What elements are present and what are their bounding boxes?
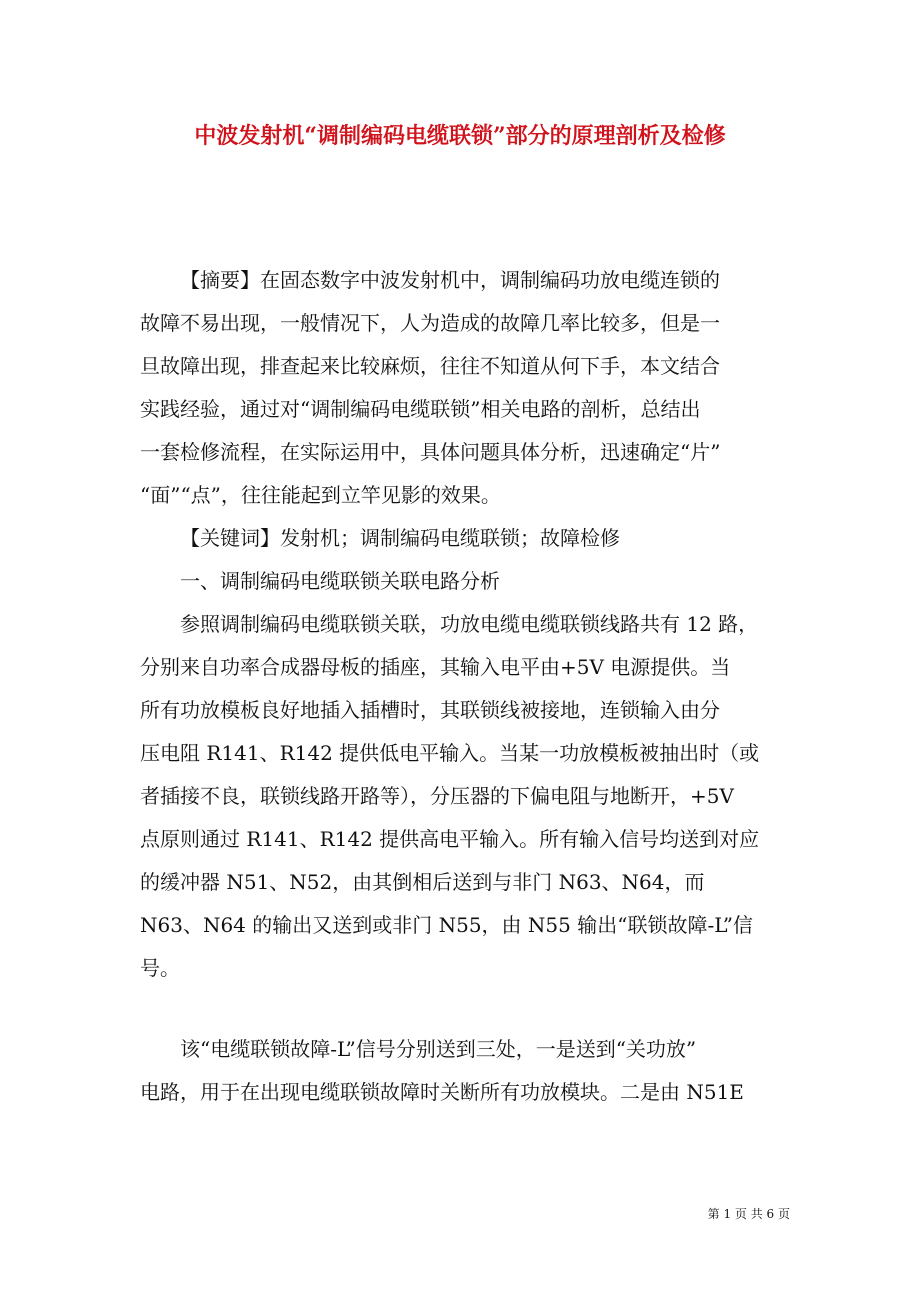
abstract-line-3: 旦故障出现，排查起来比较麻烦，往往不知道从何下手，本文结合 — [140, 354, 720, 378]
body-line-2: 分别来自功率合成器母板的插座，其输入电平由+5V 电源提供。当 — [140, 655, 731, 679]
abstract-line-4: 实践经验，通过对“调制编码电缆联锁”相关电路的剖析，总结出 — [140, 397, 701, 421]
abstract-line-5: 一套检修流程，在实际运用中，具体问题具体分析，迅速确定“片” — [140, 440, 721, 464]
body-line-3: 所有功放模板良好地插入插槽时，其联锁线被接地，连锁输入由分 — [140, 698, 720, 722]
body-line-11: 电路，用于在出现电缆联锁故障时关断所有功放模块。二是由 N51E — [140, 1080, 744, 1104]
body-line-4: 压电阻 R141、R142 提供低电平输入。当某一功放模板被抽出时（或 — [140, 741, 760, 765]
body-line-6: 点原则通过 R141、R142 提供高电平输入。所有输入信号均送到对应 — [140, 827, 760, 851]
body-line-9: 号。 — [140, 956, 180, 980]
section-heading: 一、调制编码电缆联锁关联电路分析 — [180, 569, 500, 593]
document-title: 中波发射机“调制编码电缆联锁”部分的原理剖析及检修 — [194, 123, 726, 149]
abstract-line-6: “面”“点”，往往能起到立竿见影的效果。 — [140, 483, 501, 507]
body-line-7: 的缓冲器 N51、N52，由其倒相后送到与非门 N63、N64，而 — [140, 870, 705, 894]
body-line-1: 参照调制编码电缆联锁关联，功放电缆电缆联锁线路共有 12 路， — [180, 612, 759, 636]
page-number-footer: 第 1 页 共 6 页 — [707, 1207, 790, 1221]
body-line-10: 该“电缆联锁故障-L”信号分别送到三处，一是送到“关功放” — [180, 1037, 697, 1061]
body-line-5: 者插接不良，联锁线路开路等），分压器的下偏电阻与地断开，+5V — [140, 784, 734, 808]
keywords-line: 【关键词】发射机；调制编码电缆联锁；故障检修 — [180, 526, 620, 550]
abstract-line-1: 【摘要】在固态数字中波发射机中，调制编码功放电缆连锁的 — [180, 268, 720, 292]
abstract-line-2: 故障不易出现，一般情况下，人为造成的故障几率比较多，但是一 — [140, 311, 720, 335]
body-line-8: N63、N64 的输出又送到或非门 N55，由 N55 输出“联锁故障-L”信 — [140, 913, 753, 937]
